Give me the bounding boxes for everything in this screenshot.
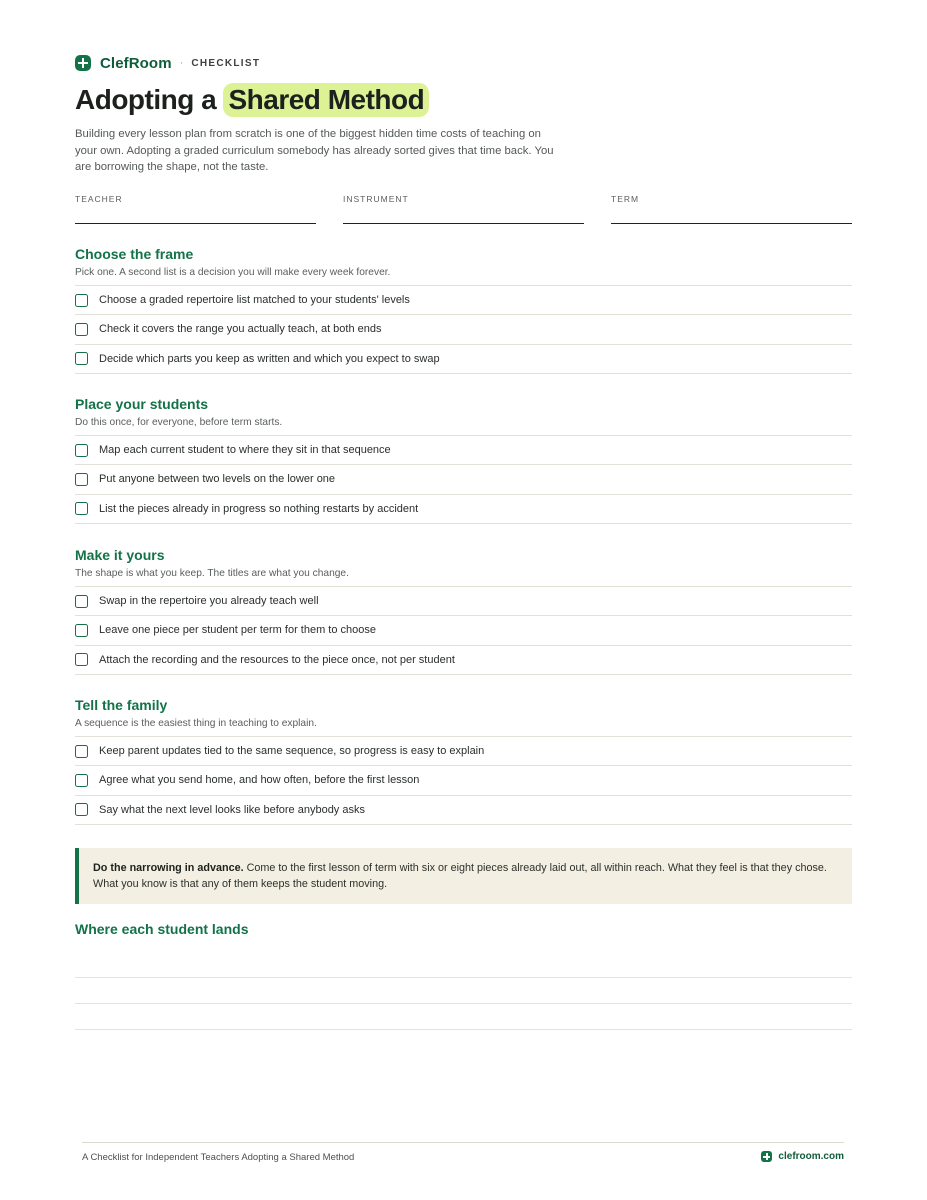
checklist-item-text: List the pieces already in progress so nothing restarts by accident [99, 502, 419, 515]
section-title: Place your students [75, 396, 209, 412]
tip-callout [75, 848, 852, 904]
checkbox-icon[interactable] [75, 323, 88, 336]
section-subtitle: A sequence is the easiest thing in teaching to explain. [75, 718, 317, 729]
checkbox-icon[interactable] [75, 444, 88, 457]
checkbox-icon[interactable] [75, 473, 88, 486]
checklist [75, 586, 852, 675]
term-field-label: TERM [611, 194, 640, 204]
checkbox-icon[interactable] [75, 502, 88, 515]
checklist-item-text: Check it covers the range you actually teach, at both ends [99, 323, 382, 336]
checklist-item[interactable] [75, 345, 852, 374]
checklist-item-text: Say what the next level looks like before anybody asks [99, 803, 365, 816]
section-choose-the-frame [75, 245, 852, 374]
checkbox-icon[interactable] [75, 352, 88, 365]
checklist-item-text: Swap in the repertoire you already teach well [99, 595, 319, 608]
page-title [75, 84, 429, 116]
section-title: Choose the frame [75, 246, 194, 262]
footer-brand [761, 1151, 844, 1162]
checklist [75, 435, 852, 524]
page-footer [82, 1142, 844, 1163]
checkbox-icon[interactable] [75, 803, 88, 816]
checklist-item-text: Map each current student to where they sit in that sequence [99, 444, 391, 457]
checklist-item-text: Attach the recording and the resources to the piece once, not per student [99, 653, 455, 666]
checklist-item[interactable] [75, 766, 852, 795]
title-highlight: Shared Method [223, 83, 429, 117]
checklist-item[interactable] [75, 495, 852, 524]
checklist [75, 736, 852, 825]
writing-line[interactable] [75, 977, 852, 978]
checklist-item[interactable] [75, 436, 852, 465]
instrument-field-label: INSTRUMENT [343, 194, 409, 204]
section-subtitle: Pick one. A second list is a decision you will make every week forever. [75, 267, 391, 278]
clefroom-logo-icon [75, 55, 91, 71]
where-each-student-lands [75, 920, 852, 938]
checklist-item-text: Keep parent updates tied to the same sequence, so progress is easy to explain [99, 745, 485, 758]
term-field[interactable] [611, 194, 852, 224]
instrument-field[interactable] [343, 194, 584, 224]
checklist-item[interactable] [75, 587, 852, 616]
teacher-field[interactable] [75, 194, 316, 224]
checklist-item-text: Choose a graded repertoire list matched to your students' levels [99, 294, 410, 307]
checkbox-icon[interactable] [75, 624, 88, 637]
footer-url-link[interactable]: clefroom.com [778, 1151, 844, 1162]
lands-title: Where each student lands [75, 921, 249, 937]
checklist-item[interactable] [75, 646, 852, 675]
checklist-item[interactable] [75, 616, 852, 645]
checkbox-icon[interactable] [75, 595, 88, 608]
checkbox-icon[interactable] [75, 745, 88, 758]
callout-text: Come to the first lesson of term with six or eight pieces already laid out, all within reach. What they feel is that they chose. What you know is that any of them keeps the student moving. [93, 862, 827, 890]
checklist-item-text: Decide which parts you keep as written and which you expect to swap [99, 352, 440, 365]
callout-heading: Do the narrowing in advance. [93, 862, 244, 874]
checkbox-icon[interactable] [75, 653, 88, 666]
clefroom-logo-icon [761, 1151, 772, 1162]
checklist-item[interactable] [75, 315, 852, 344]
writing-line[interactable] [75, 1003, 852, 1004]
checklist-item[interactable] [75, 737, 852, 766]
checklist-item[interactable] [75, 796, 852, 825]
checkbox-icon[interactable] [75, 774, 88, 787]
intro-paragraph: Building every lesson plan from scratch is one of the biggest hidden time costs of teaching on your own. Adopting a graded curriculum somebody has already sorted gives that time back. You are borrowing the shape, not the taste. [75, 128, 554, 173]
section-make-it-yours [75, 546, 852, 675]
teacher-field-label: TEACHER [75, 194, 123, 204]
footer-text: A Checklist for Independent Teachers Adopting a Shared Method [82, 1152, 355, 1163]
section-subtitle: Do this once, for everyone, before term starts. [75, 417, 283, 428]
checklist [75, 285, 852, 374]
info-fields [75, 194, 852, 224]
checklist-item[interactable] [75, 286, 852, 315]
checklist-item-text: Leave one piece per student per term for them to choose [99, 624, 376, 637]
checklist-item-text: Agree what you send home, and how often, before the first lesson [99, 774, 420, 787]
writing-line[interactable] [75, 1029, 852, 1030]
title-lead: Adopting a [75, 84, 217, 115]
section-title: Make it yours [75, 547, 165, 563]
checklist-item-text: Put anyone between two levels on the lower one [99, 473, 336, 486]
brand-header [75, 54, 260, 72]
brand-separator: · [179, 57, 184, 69]
section-subtitle: The shape is what you keep. The titles are what you change. [75, 568, 349, 579]
section-tell-the-family [75, 696, 852, 825]
document-type-tag: CHECKLIST [191, 57, 261, 69]
section-title: Tell the family [75, 697, 168, 713]
checklist-item[interactable] [75, 465, 852, 494]
checkbox-icon[interactable] [75, 294, 88, 307]
section-place-your-students [75, 395, 852, 524]
brand-name: ClefRoom [100, 54, 172, 72]
